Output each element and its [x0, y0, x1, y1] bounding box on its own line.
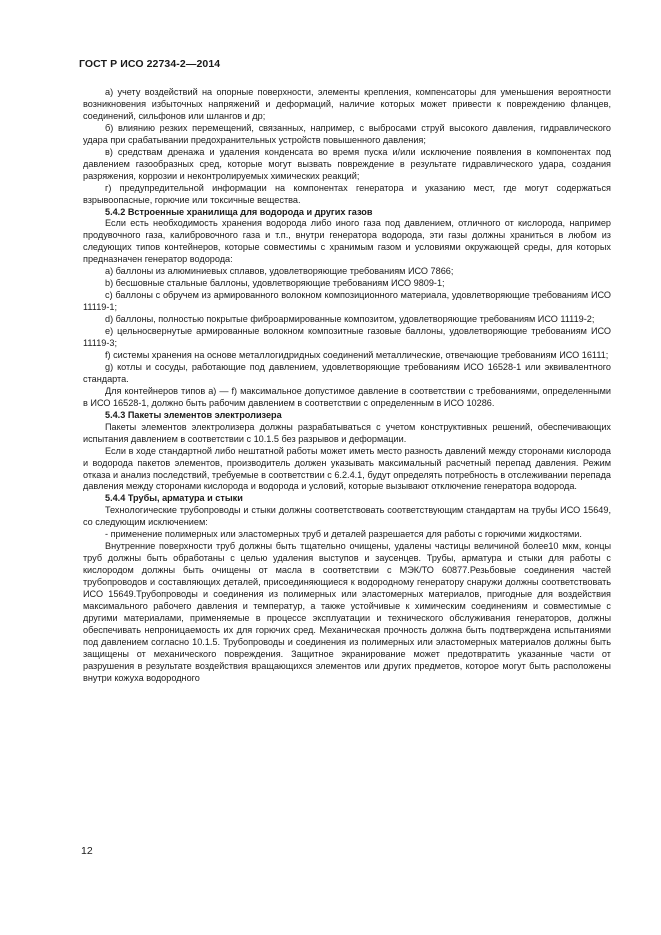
- section-heading: 5.4.2 Встроенные хранилища для водорода и других газов: [105, 206, 373, 217]
- paragraph: e) цельносвернутые армированные волокном композитные газовые баллоны, удовлетворяющие требованиям ИСО 11119-3;: [83, 326, 611, 349]
- paragraph: а) баллоны из алюминиевых сплавов, удовлетворяющие требованиям ИСО 7866;: [105, 266, 454, 277]
- document-header: ГОСТ Р ИСО 22734-2—2014: [79, 58, 221, 70]
- paragraph: f) системы хранения на основе металлогидридных соединений металлические, отвечающие требованиям ИСО 16111;: [105, 349, 609, 360]
- paragraph: Если в ходе стандартной либо нештатной работы может иметь место разность давлений между сторонами кислорода и водорода пакетов элементов, производитель должен указывать максимальный расчетный перепад давления. Режим отказа и анализ последствий, требуемые в соответствии с 6.2.4.1, будут определять потребность в отслеживании перепада давления между сторонами кислорода и водорода и условий, которые вызывают отключение генератора водорода.: [83, 445, 611, 492]
- paragraph: b) бесшовные стальные баллоны, удовлетворяющие требованиям ИСО 9809-1;: [105, 278, 445, 289]
- paragraph: г) предупредительной информации на компонентах генератора и указанию мест, где могут содержаться взрывоопасные, горючие или токсичные вещества.: [83, 182, 611, 205]
- section-heading: 5.4.3 Пакеты элементов электролизера: [105, 409, 282, 420]
- paragraph: c) баллоны с обручем из армированного волокном композиционного материала, удовлетворяющие требованиям ИСО 11119-1;: [83, 290, 611, 313]
- paragraph: Технологические трубопроводы и стыки должны соответствовать соответствующим стандартам на трубы ИСО 15649, со следующим исключением:: [83, 505, 611, 528]
- paragraph: d) баллоны, полностью покрытые фиброармированные композитом, удовлетворяющие требованиям ИСО 11119-2;: [105, 314, 595, 325]
- paragraph: g) котлы и сосуды, работающие под давлением, удовлетворяющие требованиям ИСО 16528-1 или эквивалентного стандарта.: [83, 361, 611, 384]
- paragraph: - применение полимерных или эластомерных труб и деталей разрешается для работы с горючими жидкостями.: [105, 529, 582, 540]
- paragraph: Для контейнеров типов а) — f) максимальное допустимое давление в соответствии с требованиями, определенными в ИСО 16528-1, должно быть рабочим давлением в соответствии с определенным в ИСО 10286.: [83, 385, 611, 408]
- paragraph: Если есть необходимость хранения водорода либо иного газа под давлением, отличного от кислорода, например продувочного газа, калибровочного газа и т.п., внутри генератора водорода, эти газы должны храниться в любом из следующих типов контейнеров, которые совместимы с хранимым газом и условиями окружающей среды, для которых предназначен генератор водорода:: [83, 218, 611, 265]
- paragraph: Внутренние поверхности труб должны быть тщательно очищены, удалены частицы величиной более10 мкм, концы труб должны быть обработаны с целью удаления выступов и заусенцев. Трубы, арматура и стыки для работы с кислородом должны быть очищены от масла в соответствии с МЭК/ТО 60877.Резьбовые соединения частей трубопроводов и составляющих деталей, присоединяющиеся к водородному генератору снаружи должны соответствовать ИСО 15649.Трубопроводы и соединения из полимерных или эластомерных материалов, пригодные для воздействия максимального рабочего давления и температур, а также устойчивые к химическим соединениям и совместимые с другими материалами, применяемые в процессе эксплуатации и технического обслуживания генераторов, должны обеспечивать непроницаемость их для горючих сред. Механическая прочность должна быть подтверждена испытаниями под давлением согласно 10.1.5. Трубопроводы и соединения из полимерных или эластомерных материалов должны быть защищены от механического повреждения. Защитное экранирование может предотвратить указанные части от разрушения в результате воздействия вращающихся элементов или других предметов, которое могут быть расположены внутри кожуха водородного: [83, 541, 611, 683]
- page-number: 12: [81, 845, 93, 857]
- section-heading: 5.4.4 Трубы, арматура и стыки: [105, 493, 243, 504]
- document-body: [83, 87, 611, 685]
- paragraph: а) учету воздействий на опорные поверхности, элементы крепления, компенсаторы для уменьшения вероятности возникновения избыточных напряжений и деформаций, наличие которых может привести к повреждению фланцев, соединений, сильфонов или шлангов и др;: [83, 87, 611, 121]
- paragraph: б) влиянию резких перемещений, связанных, например, с выбросами струй высокого давления, гидравлического удара при срабатывании предохранительных устройств повышенного давления;: [83, 122, 611, 145]
- paragraph: в) средствам дренажа и удаления конденсата во время пуска и/или исключение появления в компонентах под давлением газообразных сред, которые могут вызвать повреждение в результате гидравлического удара, создания разряжения, коррозии и неконтролируемых химических реакций;: [83, 146, 611, 181]
- paragraph: Пакеты элементов электролизера должны разрабатываться с учетом конструктивных решений, обеспечивающих испытания давлением в соответствии с 10.1.5 без разрывов и деформации.: [83, 421, 611, 444]
